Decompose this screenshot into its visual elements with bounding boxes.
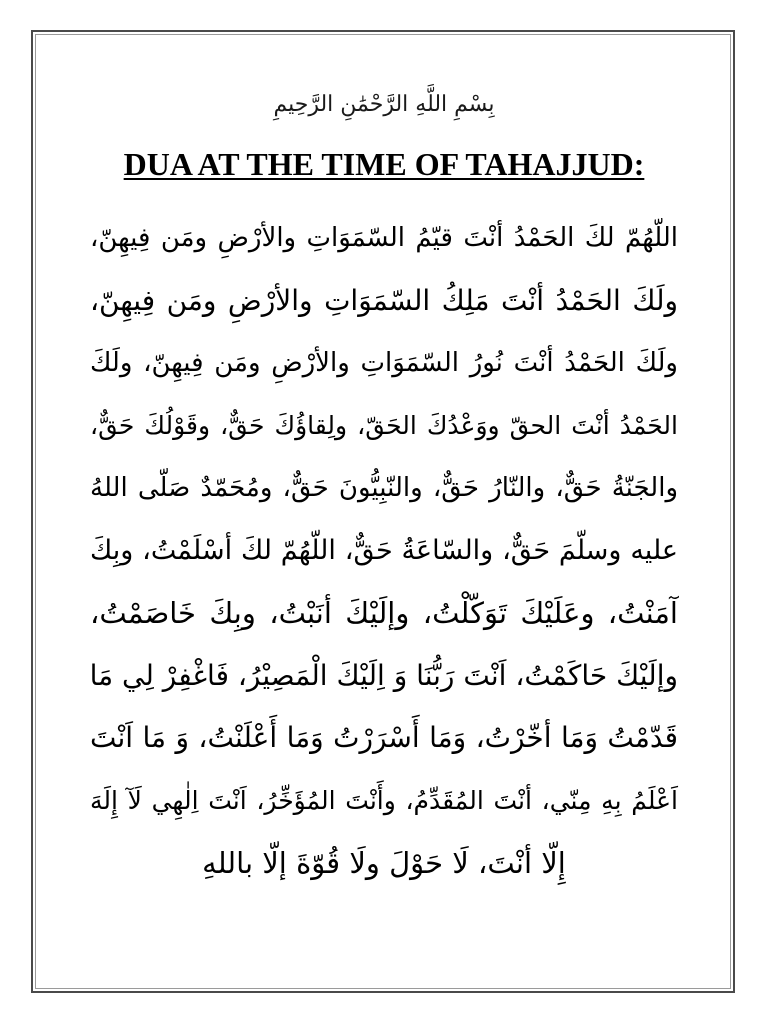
- page-title: DUA AT THE TIME OF TAHAJJUD:: [123, 146, 645, 182]
- dua-line: والجَنّةُ حَقٌّ، والنّارُ حَقٌّ، والنّبِيُّونَ حَقٌّ، ومُحَمّدٌ صَلّى اللهُ: [90, 473, 678, 503]
- dua-line: اللّهُمّ لكَ الحَمْدُ أنْتَ قيّمُ السّمَوَاتِ والأرْضِ ومَن فِيهِنّ،: [90, 223, 678, 253]
- basmala-calligraphy: بِسْمِ اللَّهِ الرَّحْمَٰنِ الرَّحِيمِ: [273, 92, 495, 117]
- dua-line: إِلّا أنْتَ، لَا حَوْلَ ولَا قُوّةَ إلّا باللهِ: [202, 846, 566, 880]
- dua-line: وإلَيْكَ حَاكَمْتُ، اَنْتَ رَبُّنَا وَ اِلَيْكَ الْمَصِيْرُ، فَاغْفِرْ لِي مَا: [89, 658, 678, 692]
- dua-line: آمَنْتُ، وعَلَيْكَ تَوَكّلْتُ، وإلَيْكَ أنَبْتُ، وبِكَ خَاصَمْتُ،: [90, 596, 678, 630]
- dua-line: اَعْلَمُ بِهِ مِنّي، أنْتَ المُقَدِّمُ، وأَنْتَ المُؤَخِّرُ، اَنْتَ اِلٰهِي لَآ إِلَهَ: [90, 785, 678, 815]
- dua-line: قَدّمْتُ وَمَا أخّرْتُ، وَمَا أَسْرَرْتُ وَمَا أَعْلَنْتُ، وَ مَا اَنْتَ: [90, 721, 678, 754]
- dua-text: [90, 212, 678, 900]
- dua-line: عليه وسلّمَ حَقٌّ، والسّاعَةُ حَقٌّ، اللّهُمّ لكَ أسْلَمْتُ، وبِكَ: [90, 534, 678, 566]
- dua-line: ولَكَ الحَمْدُ أنْتَ نُورُ السّمَوَاتِ والأرْضِ ومَن فِيهِنّ، ولَكَ: [90, 348, 678, 378]
- dua-line: ولَكَ الحَمْدُ أنْتَ مَلِكُ السّمَوَاتِ والأرْضِ ومَن فِيهِنّ،: [90, 283, 678, 317]
- dua-line: الحَمْدُ أنْتَ الحقّ ووَعْدُكَ الحَقّ، ولِقاؤُكَ حَقٌّ، وقَوْلُكَ حَقٌّ،: [90, 410, 678, 440]
